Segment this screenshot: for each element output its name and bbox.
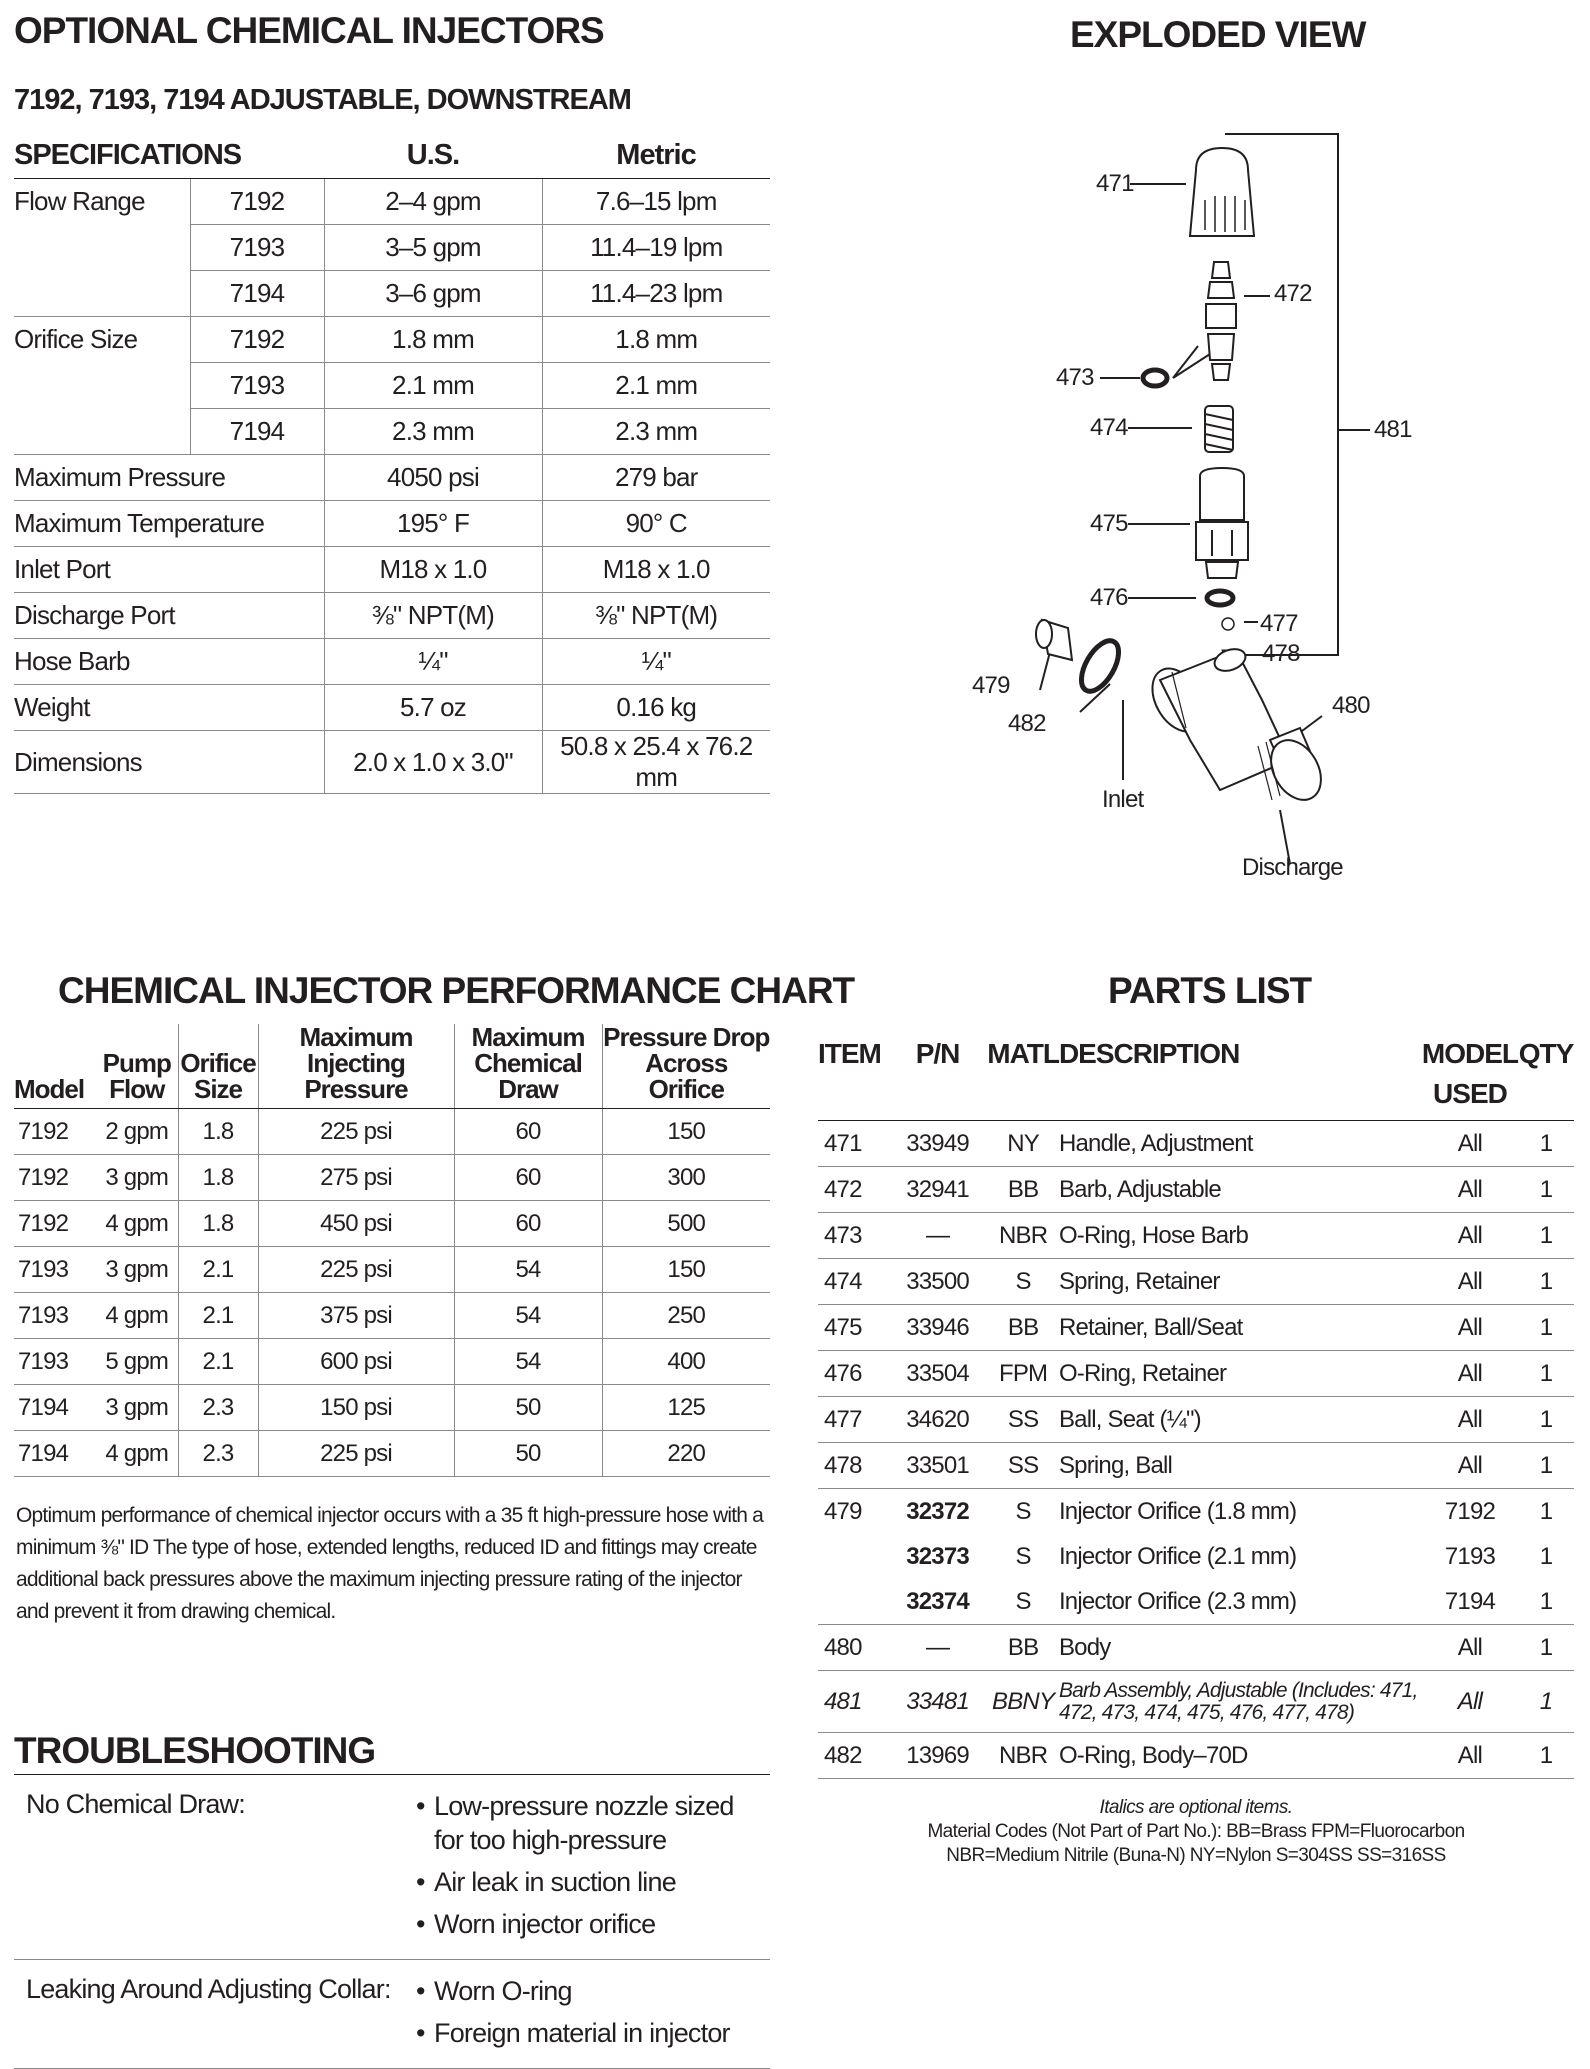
cell-drop: 500 — [602, 1201, 770, 1247]
cell-model: All — [1422, 1733, 1518, 1779]
table-row — [818, 1259, 1574, 1305]
spec-model: 7194 — [190, 271, 324, 317]
adjustable-barb-part — [1206, 262, 1236, 380]
spec-us-value: 5.7 oz — [324, 685, 542, 731]
spec-label: Hose Barb — [14, 639, 324, 685]
label-481: 481 — [1374, 416, 1412, 443]
cell-model: All — [1422, 1213, 1518, 1259]
cell-qty: 1 — [1518, 1733, 1574, 1779]
cell-item: 477 — [818, 1397, 888, 1443]
spec-label: Maximum Pressure — [14, 455, 324, 501]
cell-draw: 60 — [454, 1201, 602, 1247]
page-subtitle: 7192, 7193, 7194 ADJUSTABLE, DOWNSTREAM — [14, 84, 631, 116]
cell-item: 472 — [818, 1167, 888, 1213]
cell-pressure: 225 psi — [258, 1109, 454, 1155]
qty-header: QTY — [1518, 1034, 1574, 1121]
cell-drop: 400 — [602, 1339, 770, 1385]
cell-model: All — [1422, 1259, 1518, 1305]
cell-description: Ball, Seat (¼") — [1059, 1397, 1422, 1443]
cell-pn: 32941 — [888, 1167, 987, 1213]
spec-row — [14, 593, 770, 639]
cell-description: Barb Assembly, Adjustable (Includes: 471, 472, 473, 474, 475, 476, 477, 478) — [1059, 1671, 1422, 1733]
spec-us-value: 1.8 mm — [324, 317, 542, 363]
spec-row — [14, 409, 770, 455]
spec-metric-value: 11.4–19 lpm — [542, 225, 770, 271]
page-title: OPTIONAL CHEMICAL INJECTORS — [14, 10, 604, 51]
cell-model: All — [1422, 1121, 1518, 1167]
cell-description: Body — [1059, 1625, 1422, 1671]
pressure-drop-header: Pressure Drop Across Orifice — [602, 1024, 770, 1109]
cell-pn: 32374 — [888, 1579, 987, 1625]
spec-us-value: ¼" — [324, 639, 542, 685]
cell-model: 7194 — [1422, 1579, 1518, 1625]
table-row — [818, 1671, 1574, 1733]
list-item: • Worn O-ring — [416, 1976, 572, 2006]
pn-header: P/N — [888, 1034, 987, 1121]
cell-matl: NY — [987, 1121, 1059, 1167]
cell-item: 478 — [818, 1443, 888, 1489]
cell-item — [818, 1579, 888, 1625]
table-row — [14, 1109, 770, 1155]
cell-draw: 60 — [454, 1109, 602, 1155]
cell-pn: — — [888, 1213, 987, 1259]
italic-note: Italics are optional items. — [1099, 1797, 1293, 1818]
cell-model: All — [1422, 1167, 1518, 1213]
cell-draw: 50 — [454, 1385, 602, 1431]
spec-us-value: 3–6 gpm — [324, 271, 542, 317]
cell-model: All — [1422, 1671, 1518, 1733]
table-row — [818, 1579, 1574, 1625]
cell-pn: 34620 — [888, 1397, 987, 1443]
spec-metric-value: M18 x 1.0 — [542, 547, 770, 593]
cell-item: 475 — [818, 1305, 888, 1351]
troubleshooting-row — [14, 1775, 770, 1960]
item-header: ITEM — [818, 1034, 888, 1121]
spec-row — [14, 271, 770, 317]
cell-description: O-Ring, Hose Barb — [1059, 1213, 1422, 1259]
label-471: 471 — [1096, 170, 1134, 197]
cell-pn: 33504 — [888, 1351, 987, 1397]
cell-description: Injector Orifice (2.1 mm) — [1058, 1542, 1297, 1570]
label-474: 474 — [1090, 414, 1128, 441]
cell-qty: 1 — [1518, 1671, 1574, 1733]
table-row — [818, 1443, 1574, 1489]
troubleshooting-title: TROUBLESHOOTING — [14, 1730, 376, 1771]
cell-qty: 1 — [1518, 1259, 1574, 1305]
cell-pressure: 275 psi — [258, 1155, 454, 1201]
cell-orifice: 2.1 — [178, 1247, 258, 1293]
orifice-size-header: Orifice Size — [178, 1024, 258, 1109]
troubleshooting-table — [14, 1774, 770, 2069]
label-472: 472 — [1274, 280, 1312, 307]
spec-us-value: 195° F — [324, 501, 542, 547]
spec-row — [14, 455, 770, 501]
label-480: 480 — [1332, 692, 1370, 719]
cell-draw: 50 — [454, 1431, 602, 1477]
cell-model: 7192 — [14, 1109, 96, 1155]
cell-item: 471 — [818, 1121, 888, 1167]
list-item: • Low-pressure nozzle sized for too high-pressure — [416, 1791, 734, 1855]
seat-ball-part — [1222, 618, 1234, 630]
cell-pressure: 225 psi — [258, 1431, 454, 1477]
cell-item: 482 — [818, 1733, 888, 1779]
cell-pressure: 375 psi — [258, 1293, 454, 1339]
matl-header: MATL — [987, 1034, 1059, 1121]
cell-matl: BB — [987, 1625, 1059, 1671]
cell-model: All — [1422, 1443, 1518, 1489]
troubleshooting-row — [14, 1960, 770, 2069]
cell-model: 7194 — [14, 1385, 96, 1431]
cell-qty: 1 — [1539, 1542, 1553, 1570]
cell-description: Barb, Adjustable — [1059, 1167, 1422, 1213]
table-row — [818, 1351, 1574, 1397]
spec-us-value: ⅜" NPT(M) — [324, 593, 542, 639]
cell-matl: NBR — [987, 1733, 1059, 1779]
description-header: DESCRIPTION — [1059, 1034, 1422, 1121]
cell-matl: FPM — [987, 1351, 1059, 1397]
cell-item — [818, 1534, 888, 1579]
table-row — [14, 1431, 770, 1477]
cell-orifice: 2.3 — [178, 1431, 258, 1477]
cell-matl: S — [987, 1579, 1059, 1625]
spec-us-value: 3–5 gpm — [324, 225, 542, 271]
cell-model: 7192 — [14, 1155, 96, 1201]
spec-row — [14, 363, 770, 409]
cell-draw: 54 — [454, 1293, 602, 1339]
cell-model: 7192 — [1444, 1497, 1496, 1525]
spec-row — [14, 639, 770, 685]
cell-drop: 300 — [602, 1155, 770, 1201]
performance-note: Optimum performance of chemical injector occurs with a 35 ft high-pressure hose with a minimum ⅜" ID The type of hose, extended lengths, reduced ID and fittings may create additional back pressures above the maximum injecting pressure rating of the injector and prevent it from drawing chemical. — [16, 1504, 764, 1623]
parts-list-title: PARTS LIST — [1108, 970, 1312, 1011]
retainer-spring-part — [1205, 406, 1233, 452]
cell-qty: 1 — [1518, 1351, 1574, 1397]
spec-header: SPECIFICATIONS — [14, 132, 324, 179]
cell-model: 7193 — [14, 1339, 96, 1385]
cell-qty: 1 — [1518, 1625, 1574, 1671]
cell-description: Spring, Ball — [1059, 1443, 1422, 1489]
spec-label: Orifice Size — [14, 324, 138, 355]
spec-us-value: 4050 psi — [324, 455, 542, 501]
label-discharge: Discharge — [1242, 854, 1343, 881]
cell-model: All — [1422, 1625, 1518, 1671]
us-header: U.S. — [324, 132, 542, 179]
spec-row — [14, 731, 770, 794]
table-row — [14, 1385, 770, 1431]
adjustment-handle-part — [1190, 148, 1254, 236]
table-row — [818, 1305, 1574, 1351]
spec-metric-value: 1.8 mm — [542, 317, 770, 363]
cell-flow: 4 gpm — [96, 1201, 178, 1247]
spec-us-value: 2.3 mm — [324, 409, 542, 455]
label-473: 473 — [1056, 364, 1094, 391]
body-oring-part — [1074, 635, 1126, 697]
cell-flow: 3 gpm — [96, 1247, 178, 1293]
cell-item: 479 — [824, 1497, 862, 1525]
cell-flow: 5 gpm — [96, 1339, 178, 1385]
exploded-view-diagram — [940, 120, 1560, 900]
spec-metric-value: ¼" — [542, 639, 770, 685]
spec-us-value: 2.1 mm — [324, 363, 542, 409]
cell-item: 481 — [818, 1671, 888, 1733]
cell-qty: 1 — [1539, 1497, 1553, 1525]
cell-qty: 1 — [1518, 1213, 1574, 1259]
cell-drop: 250 — [602, 1293, 770, 1339]
cell-model: All — [1422, 1397, 1518, 1443]
max-injecting-pressure-header: Maximum Injecting Pressure — [258, 1024, 454, 1109]
cell-pn: 33946 — [888, 1305, 987, 1351]
cell-flow: 4 gpm — [96, 1431, 178, 1477]
table-row — [14, 1247, 770, 1293]
cell-qty: 1 — [1518, 1443, 1574, 1489]
table-row — [818, 1534, 1574, 1579]
spec-row — [14, 225, 770, 271]
cell-flow: 4 gpm — [96, 1293, 178, 1339]
spec-metric-value: 50.8 x 25.4 x 76.2 mm — [542, 731, 770, 794]
table-row — [818, 1167, 1574, 1213]
cell-draw: 54 — [454, 1339, 602, 1385]
retainer-oring-part — [1207, 591, 1233, 605]
list-item: • Worn injector orifice — [416, 1909, 656, 1939]
cell-drop: 150 — [602, 1247, 770, 1293]
cell-pn: 33500 — [888, 1259, 987, 1305]
cell-qty: 1 — [1518, 1397, 1574, 1443]
spec-us-value: 2.0 x 1.0 x 3.0" — [324, 731, 542, 794]
cell-qty: 1 — [1518, 1121, 1574, 1167]
cell-pn: 33501 — [888, 1443, 987, 1489]
spec-metric-value: 279 bar — [542, 455, 770, 501]
cell-description: Handle, Adjustment — [1059, 1121, 1422, 1167]
cell-drop: 150 — [602, 1109, 770, 1155]
spec-model: 7193 — [190, 225, 324, 271]
spec-metric-value: 2.3 mm — [542, 409, 770, 455]
cell-description: Spring, Retainer — [1059, 1259, 1422, 1305]
label-476: 476 — [1090, 584, 1128, 611]
label-478: 478 — [1262, 640, 1300, 667]
cell-matl: S — [1015, 1497, 1031, 1525]
cell-orifice: 1.8 — [178, 1155, 258, 1201]
cell-matl: SS — [987, 1397, 1059, 1443]
cell-draw: 60 — [454, 1155, 602, 1201]
table-row — [818, 1625, 1574, 1671]
spec-row — [14, 317, 770, 363]
cell-model: 7193 — [14, 1247, 96, 1293]
cell-qty: 1 — [1518, 1167, 1574, 1213]
injector-body-part — [1142, 645, 1331, 809]
table-row — [14, 1339, 770, 1385]
model-used-header: MODEL USED — [1422, 1034, 1518, 1121]
cell-orifice: 2.3 — [178, 1385, 258, 1431]
cell-description: O-Ring, Body–70D — [1059, 1733, 1422, 1779]
spec-model: 7192 — [190, 317, 324, 363]
cell-item: 474 — [818, 1259, 888, 1305]
cell-pn: 32373 — [906, 1542, 969, 1570]
cell-model: All — [1422, 1351, 1518, 1397]
spec-label: Flow Range — [14, 186, 145, 217]
spec-model: 7194 — [190, 409, 324, 455]
injector-orifice-part — [1036, 620, 1072, 660]
table-row — [14, 1201, 770, 1247]
cell-pn: — — [888, 1625, 987, 1671]
parts-list-table — [818, 1034, 1574, 1779]
table-row — [818, 1489, 1574, 1535]
spec-label: Inlet Port — [14, 547, 324, 593]
spec-metric-value: 0.16 kg — [542, 685, 770, 731]
cell-description: Injector Orifice (2.3 mm) — [1059, 1579, 1422, 1625]
pump-flow-header: Pump Flow — [96, 1024, 178, 1109]
material-codes-line2: NBR=Medium Nitrile (Buna-N) NY=Nylon S=304SS SS=316SS — [946, 1845, 1446, 1866]
max-chemical-draw-header: Maximum Chemical Draw — [454, 1024, 602, 1109]
cell-pressure: 225 psi — [258, 1247, 454, 1293]
cell-qty: 1 — [1518, 1305, 1574, 1351]
cell-pressure: 600 psi — [258, 1339, 454, 1385]
cause-list — [416, 1974, 770, 2058]
ball-seat-retainer-part — [1196, 468, 1248, 578]
performance-chart-title: CHEMICAL INJECTOR PERFORMANCE CHART — [58, 970, 855, 1011]
cell-item: 473 — [818, 1213, 888, 1259]
model-header: Model — [14, 1024, 96, 1109]
cell-matl: S — [987, 1259, 1059, 1305]
cell-model: 7192 — [14, 1201, 96, 1247]
cell-matl: NBR — [987, 1213, 1059, 1259]
problem-label: No Chemical Draw: — [26, 1789, 245, 1819]
cell-orifice: 1.8 — [178, 1201, 258, 1247]
cell-orifice: 1.8 — [178, 1109, 258, 1155]
cell-item: 476 — [818, 1351, 888, 1397]
cell-description: O-Ring, Retainer — [1059, 1351, 1422, 1397]
material-codes-line1: Material Codes (Not Part of Part No.): BB=Brass FPM=Fluorocarbon — [927, 1821, 1465, 1842]
table-row — [818, 1213, 1574, 1259]
table-row — [818, 1397, 1574, 1443]
cell-model: 7193 — [14, 1293, 96, 1339]
cell-draw: 54 — [454, 1247, 602, 1293]
spec-label: Maximum Temperature — [14, 501, 324, 547]
cell-model: 7193 — [1444, 1542, 1496, 1570]
exploded-view-title: EXPLODED VIEW — [1070, 14, 1366, 55]
spec-row — [14, 547, 770, 593]
list-item: • Air leak in suction line — [416, 1867, 676, 1897]
cell-pressure: 450 psi — [258, 1201, 454, 1247]
label-477: 477 — [1260, 610, 1298, 637]
list-item: • Foreign material in injector — [416, 2018, 730, 2048]
spec-metric-value: 2.1 mm — [542, 363, 770, 409]
table-row — [818, 1733, 1574, 1779]
performance-table — [14, 1024, 770, 1477]
cell-matl: SS — [987, 1443, 1059, 1489]
cell-matl: BB — [987, 1167, 1059, 1213]
label-482: 482 — [1008, 710, 1046, 737]
cell-flow: 3 gpm — [96, 1155, 178, 1201]
table-row — [14, 1293, 770, 1339]
cell-matl: BB — [987, 1305, 1059, 1351]
label-inlet: Inlet — [1102, 786, 1144, 813]
spec-label: Discharge Port — [14, 593, 324, 639]
spec-row — [14, 501, 770, 547]
spec-model: 7193 — [190, 363, 324, 409]
cell-orifice: 2.1 — [178, 1339, 258, 1385]
cell-pn: 32372 — [906, 1497, 969, 1525]
cell-description: Retainer, Ball/Seat — [1059, 1305, 1422, 1351]
table-row — [818, 1121, 1574, 1167]
cell-model: All — [1422, 1305, 1518, 1351]
problem-label: Leaking Around Adjusting Collar: — [26, 1974, 391, 2004]
spec-metric-value: 11.4–23 lpm — [542, 271, 770, 317]
spec-label: Dimensions — [14, 731, 324, 794]
cell-matl: S — [1015, 1542, 1031, 1570]
exploded-view-drawing — [940, 120, 1560, 900]
cell-item: 480 — [818, 1625, 888, 1671]
cell-qty: 1 — [1518, 1579, 1574, 1625]
cause-list — [416, 1789, 770, 1949]
spec-us-value: 2–4 gpm — [324, 179, 542, 225]
cell-flow: 3 gpm — [96, 1385, 178, 1431]
spec-model: 7192 — [190, 179, 324, 225]
label-475: 475 — [1090, 510, 1128, 537]
cell-pn: 13969 — [888, 1733, 987, 1779]
label-479: 479 — [972, 672, 1010, 699]
cell-matl: BBNY — [987, 1671, 1059, 1733]
cell-orifice: 2.1 — [178, 1293, 258, 1339]
cell-description: Injector Orifice (1.8 mm) — [1058, 1497, 1297, 1525]
specifications-table — [14, 132, 770, 794]
cell-model: 7194 — [14, 1431, 96, 1477]
spec-row — [14, 179, 770, 225]
spec-metric-value: 90° C — [542, 501, 770, 547]
cell-pressure: 150 psi — [258, 1385, 454, 1431]
cell-pn: 33481 — [888, 1671, 987, 1733]
hose-barb-oring-part — [1143, 370, 1167, 386]
cell-flow: 2 gpm — [96, 1109, 178, 1155]
spec-metric-value: 7.6–15 lpm — [542, 179, 770, 225]
cell-drop: 125 — [602, 1385, 770, 1431]
cell-drop: 220 — [602, 1431, 770, 1477]
spec-row — [14, 685, 770, 731]
metric-header: Metric — [542, 132, 770, 179]
spec-metric-value: ⅜" NPT(M) — [542, 593, 770, 639]
cell-pn: 33949 — [888, 1121, 987, 1167]
spec-us-value: M18 x 1.0 — [324, 547, 542, 593]
table-row — [14, 1155, 770, 1201]
spec-label: Weight — [14, 685, 324, 731]
parts-notes — [818, 1796, 1574, 1868]
